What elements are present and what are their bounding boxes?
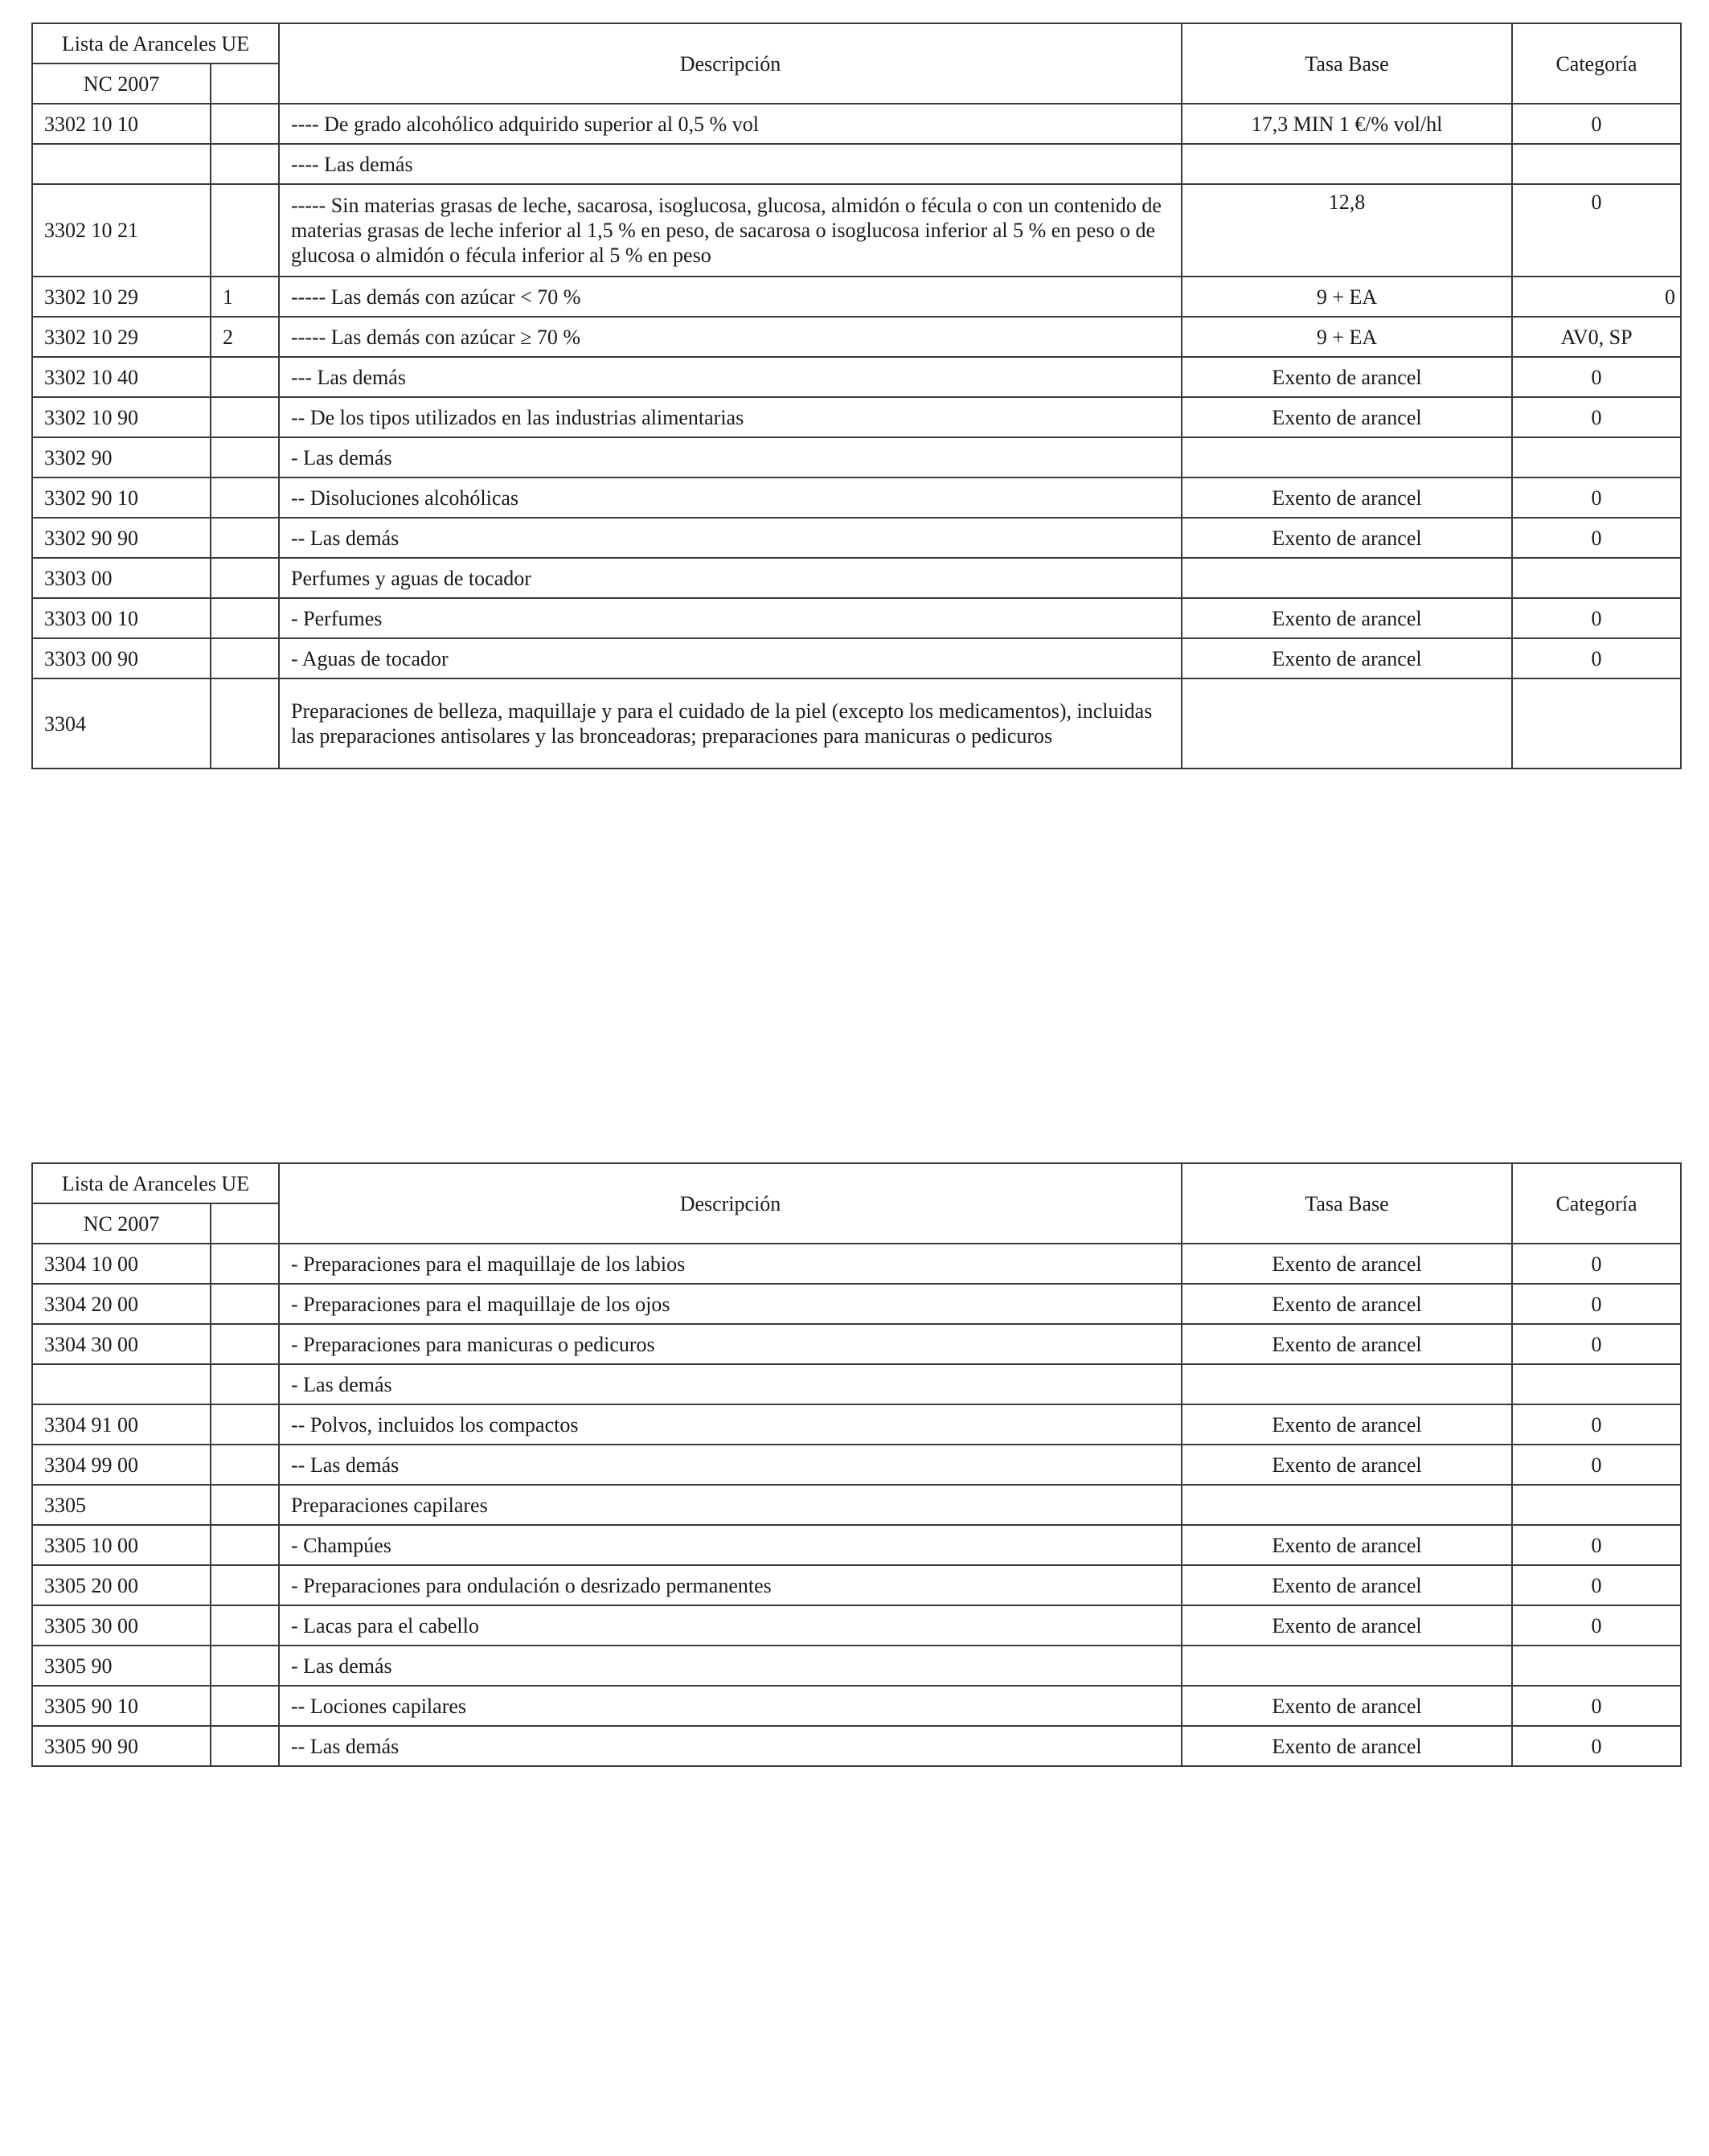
- cell-sub: [211, 1605, 279, 1646]
- cell-desc: - Preparaciones para manicuras o pedicuros: [279, 1324, 1182, 1364]
- cell-code: 3302 10 10: [32, 104, 211, 144]
- table-row: [32, 678, 1681, 769]
- cell-desc: -- Lociones capilares: [279, 1686, 1182, 1726]
- cell-sub: [211, 1364, 279, 1404]
- cell-sub: [211, 1726, 279, 1766]
- cell-code: 3305: [32, 1485, 211, 1525]
- header-tasa-base: Tasa Base: [1182, 23, 1512, 104]
- cell-desc: Perfumes y aguas de tocador: [279, 558, 1182, 598]
- cell-rate: Exento de arancel: [1182, 1244, 1512, 1284]
- cell-code: 3304 99 00: [32, 1445, 211, 1485]
- table-row: [32, 104, 1681, 144]
- cell-sub: 1: [211, 277, 279, 317]
- cell-sub: [211, 598, 279, 638]
- cell-rate: Exento de arancel: [1182, 357, 1512, 397]
- cell-desc: Preparaciones de belleza, maquillaje y para el cuidado de la piel (excepto los medicamentos), incluidas las preparaciones antisolares y las bronceadoras; preparaciones para manicuras o pedicuros: [279, 678, 1182, 769]
- cell-cat: [1512, 558, 1681, 598]
- cell-desc: ----- Sin materias grasas de leche, sacarosa, isoglucosa, glucosa, almidón o fécula o con un contenido de materias grasas de leche inferior al 1,5 % en peso, de sacarosa o isoglucosa inferior al 5 % en peso o de glucosa o almidón o fécula inferior al 5 % en peso: [279, 184, 1182, 277]
- table-row: [32, 317, 1681, 357]
- cell-code: 3302 10 21: [32, 184, 211, 277]
- cell-rate: Exento de arancel: [1182, 1445, 1512, 1485]
- cell-code: 3304 91 00: [32, 1404, 211, 1445]
- cell-code: 3302 10 40: [32, 357, 211, 397]
- table-row: [32, 598, 1681, 638]
- cell-desc: ----- Las demás con azúcar < 70 %: [279, 277, 1182, 317]
- cell-sub: [211, 1646, 279, 1686]
- cell-cat: 0: [1512, 397, 1681, 437]
- cell-desc: - Preparaciones para el maquillaje de los ojos: [279, 1284, 1182, 1324]
- cell-desc: -- Las demás: [279, 1445, 1182, 1485]
- cell-sub: [211, 1244, 279, 1284]
- cell-rate: Exento de arancel: [1182, 638, 1512, 678]
- cell-code: 3302 10 90: [32, 397, 211, 437]
- cell-code: [32, 144, 211, 184]
- cell-sub: [211, 437, 279, 478]
- cell-cat: [1512, 1485, 1681, 1525]
- cell-rate: Exento de arancel: [1182, 397, 1512, 437]
- cell-code: 3304: [32, 678, 211, 769]
- header-lista-aranceles: Lista de Aranceles UE: [32, 1163, 279, 1203]
- cell-sub: [211, 478, 279, 518]
- cell-cat: 0: [1512, 1525, 1681, 1565]
- cell-desc: - Preparaciones para ondulación o desrizado permanentes: [279, 1565, 1182, 1605]
- cell-sub: [211, 104, 279, 144]
- cell-code: 3305 30 00: [32, 1605, 211, 1646]
- cell-sub: [211, 1284, 279, 1324]
- cell-cat: 0: [1512, 478, 1681, 518]
- table-row: [32, 1646, 1681, 1686]
- cell-code: 3302 90 10: [32, 478, 211, 518]
- table-row: [32, 1404, 1681, 1445]
- cell-code: 3303 00 10: [32, 598, 211, 638]
- cell-cat: 0: [1512, 1445, 1681, 1485]
- header-nc-2007: NC 2007: [32, 64, 211, 104]
- cell-cat: 0: [1512, 104, 1681, 144]
- cell-code: 3303 00: [32, 558, 211, 598]
- cell-rate: Exento de arancel: [1182, 1605, 1512, 1646]
- cell-desc: -- De los tipos utilizados en las industrias alimentarias: [279, 397, 1182, 437]
- cell-desc: -- Disoluciones alcohólicas: [279, 478, 1182, 518]
- cell-rate: [1182, 1364, 1512, 1404]
- table-row: [32, 518, 1681, 558]
- cell-cat: [1512, 437, 1681, 478]
- table-row: [32, 1244, 1681, 1284]
- table-row: [32, 1686, 1681, 1726]
- cell-cat: 0: [1512, 1605, 1681, 1646]
- cell-rate: Exento de arancel: [1182, 1525, 1512, 1565]
- cell-rate: Exento de arancel: [1182, 478, 1512, 518]
- cell-rate: [1182, 678, 1512, 769]
- tariff-table-2: [31, 1162, 1682, 1767]
- cell-code: 3302 90: [32, 437, 211, 478]
- cell-sub: [211, 1404, 279, 1445]
- cell-code: 3303 00 90: [32, 638, 211, 678]
- header-lista-aranceles: Lista de Aranceles UE: [32, 23, 279, 64]
- cell-cat: 0: [1512, 1404, 1681, 1445]
- cell-rate: Exento de arancel: [1182, 1324, 1512, 1364]
- cell-sub: [211, 397, 279, 437]
- cell-rate: 9 + EA: [1182, 317, 1512, 357]
- header-nc-2007: NC 2007: [32, 1203, 211, 1244]
- cell-code: 3302 10 29: [32, 317, 211, 357]
- cell-cat: 0: [1512, 1686, 1681, 1726]
- cell-desc: - Champúes: [279, 1525, 1182, 1565]
- cell-sub: [211, 558, 279, 598]
- cell-desc: ----- Las demás con azúcar ≥ 70 %: [279, 317, 1182, 357]
- cell-cat: 0: [1512, 1726, 1681, 1766]
- cell-rate: Exento de arancel: [1182, 598, 1512, 638]
- cell-cat: 0: [1512, 1244, 1681, 1284]
- header-categoria: Categoría: [1512, 23, 1681, 104]
- cell-cat: 0: [1512, 357, 1681, 397]
- cell-desc: - Las demás: [279, 1646, 1182, 1686]
- header-sub-blank: [211, 64, 279, 104]
- header-descripcion: Descripción: [279, 23, 1182, 104]
- cell-rate: 9 + EA: [1182, 277, 1512, 317]
- header-categoria: Categoría: [1512, 1163, 1681, 1244]
- cell-rate: 12,8: [1182, 184, 1512, 277]
- cell-cat: 0: [1512, 638, 1681, 678]
- cell-rate: Exento de arancel: [1182, 518, 1512, 558]
- cell-rate: [1182, 437, 1512, 478]
- cell-code: 3305 20 00: [32, 1565, 211, 1605]
- cell-rate: [1182, 1646, 1512, 1686]
- cell-sub: [211, 144, 279, 184]
- cell-cat: 0: [1512, 277, 1681, 317]
- cell-code: 3305 90 90: [32, 1726, 211, 1766]
- cell-sub: 2: [211, 317, 279, 357]
- cell-rate: 17,3 MIN 1 €/% vol/hl: [1182, 104, 1512, 144]
- cell-desc: - Aguas de tocador: [279, 638, 1182, 678]
- cell-cat: 0: [1512, 184, 1681, 277]
- cell-rate: [1182, 1485, 1512, 1525]
- table-row: [32, 1445, 1681, 1485]
- table-row: [32, 144, 1681, 184]
- cell-desc: - Las demás: [279, 1364, 1182, 1404]
- table-row: [32, 1324, 1681, 1364]
- table-row: [32, 1605, 1681, 1646]
- cell-desc: -- Las demás: [279, 518, 1182, 558]
- cell-code: 3305 90 10: [32, 1686, 211, 1726]
- cell-desc: -- Las demás: [279, 1726, 1182, 1766]
- header-descripcion: Descripción: [279, 1163, 1182, 1244]
- cell-cat: 0: [1512, 1324, 1681, 1364]
- cell-rate: Exento de arancel: [1182, 1565, 1512, 1605]
- table-row: [32, 478, 1681, 518]
- cell-cat: [1512, 144, 1681, 184]
- table-row: [32, 1525, 1681, 1565]
- cell-sub: [211, 678, 279, 769]
- cell-sub: [211, 638, 279, 678]
- cell-code: 3305 10 00: [32, 1525, 211, 1565]
- table-row: [32, 397, 1681, 437]
- cell-code: 3304 20 00: [32, 1284, 211, 1324]
- cell-code: 3304 30 00: [32, 1324, 211, 1364]
- cell-rate: [1182, 144, 1512, 184]
- table-row: [32, 1364, 1681, 1404]
- cell-cat: 0: [1512, 518, 1681, 558]
- cell-cat: 0: [1512, 598, 1681, 638]
- table-row: [32, 184, 1681, 277]
- table-row: [32, 638, 1681, 678]
- cell-desc: ---- De grado alcohólico adquirido superior al 0,5 % vol: [279, 104, 1182, 144]
- cell-desc: - Perfumes: [279, 598, 1182, 638]
- tariff-table-1: [31, 23, 1682, 769]
- cell-rate: Exento de arancel: [1182, 1404, 1512, 1445]
- cell-desc: - Las demás: [279, 437, 1182, 478]
- cell-code: 3304 10 00: [32, 1244, 211, 1284]
- cell-cat: [1512, 678, 1681, 769]
- cell-desc: - Preparaciones para el maquillaje de los labios: [279, 1244, 1182, 1284]
- table-row: [32, 277, 1681, 317]
- header-tasa-base: Tasa Base: [1182, 1163, 1512, 1244]
- cell-cat: 0: [1512, 1284, 1681, 1324]
- cell-desc: Preparaciones capilares: [279, 1485, 1182, 1525]
- cell-desc: -- Polvos, incluidos los compactos: [279, 1404, 1182, 1445]
- cell-sub: [211, 184, 279, 277]
- cell-code: 3302 10 29: [32, 277, 211, 317]
- table-row: [32, 1726, 1681, 1766]
- table-row: [32, 1485, 1681, 1525]
- table-row: [32, 437, 1681, 478]
- cell-cat: [1512, 1364, 1681, 1404]
- cell-sub: [211, 1565, 279, 1605]
- cell-sub: [211, 1525, 279, 1565]
- cell-rate: Exento de arancel: [1182, 1726, 1512, 1766]
- cell-sub: [211, 518, 279, 558]
- cell-cat: 0: [1512, 1565, 1681, 1605]
- cell-code: 3305 90: [32, 1646, 211, 1686]
- cell-sub: [211, 1485, 279, 1525]
- cell-cat: [1512, 1646, 1681, 1686]
- table-row: [32, 558, 1681, 598]
- cell-cat: AV0, SP: [1512, 317, 1681, 357]
- cell-code: [32, 1364, 211, 1404]
- cell-rate: Exento de arancel: [1182, 1686, 1512, 1726]
- header-sub-blank: [211, 1203, 279, 1244]
- table-row: [32, 1284, 1681, 1324]
- table-row: [32, 357, 1681, 397]
- cell-sub: [211, 1686, 279, 1726]
- cell-desc: ---- Las demás: [279, 144, 1182, 184]
- table-row: [32, 1565, 1681, 1605]
- cell-sub: [211, 1445, 279, 1485]
- cell-code: 3302 90 90: [32, 518, 211, 558]
- cell-desc: --- Las demás: [279, 357, 1182, 397]
- cell-rate: [1182, 558, 1512, 598]
- cell-rate: Exento de arancel: [1182, 1284, 1512, 1324]
- cell-sub: [211, 1324, 279, 1364]
- cell-desc: - Lacas para el cabello: [279, 1605, 1182, 1646]
- cell-sub: [211, 357, 279, 397]
